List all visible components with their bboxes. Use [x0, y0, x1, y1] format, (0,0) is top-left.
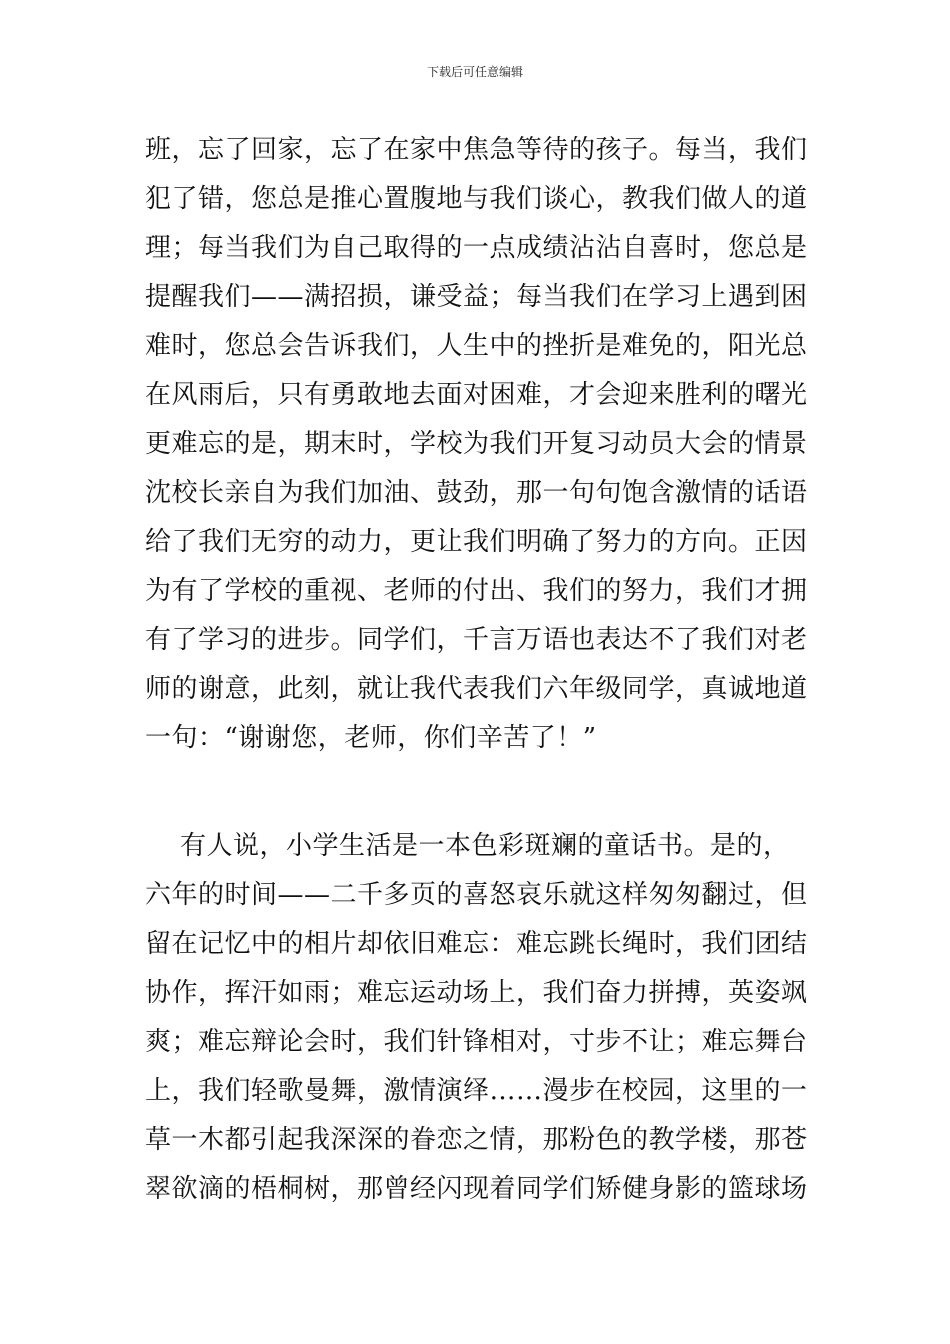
- paragraph-2: [145, 822, 810, 1214]
- paragraph-line: 爽；难忘辩论会时，我们针锋相对，寸步不让；难忘舞台: [145, 1027, 808, 1057]
- paragraph-line: 有了学习的进步。同学们，千言万语也表达不了我们对老: [145, 625, 808, 655]
- paragraph-line: 翠欲滴的梧桐树，那曾经闪现着同学们矫健身影的篮球场: [145, 1174, 808, 1204]
- paragraph-line: 班，忘了回家，忘了在家中焦急等待的孩子。每当，我们: [145, 135, 808, 165]
- paragraph-line: 师的谢意，此刻，就让我代表我们六年级同学，真诚地道: [145, 674, 808, 704]
- paragraph-line: 提醒我们——满招损，谦受益；每当我们在学习上遇到困: [145, 282, 808, 312]
- paragraph-line: 在风雨后，只有勇敢地去面对困难，才会迎来胜利的曙光: [145, 380, 808, 410]
- page-header: 下载后可任意编辑: [426, 65, 523, 79]
- paragraph-line: 犯了错，您总是推心置腹地与我们谈心，教我们做人的道: [145, 184, 808, 214]
- paragraph-line: 沈校长亲自为我们加油、鼓劲，那一句句饱含激情的话语: [145, 478, 808, 508]
- paragraph-line: 为有了学校的重视、老师的付出、我们的努力，我们才拥: [145, 576, 808, 606]
- paragraph-line: 理；每当我们为自己取得的一点成绩沾沾自喜时，您总是: [145, 233, 808, 263]
- paragraph-line: 给了我们无穷的动力，更让我们明确了努力的方向。正因: [145, 527, 808, 557]
- paragraph-1: [145, 126, 810, 763]
- paragraph-line: 有人说，小学生活是一本色彩斑斓的童话书。是的，: [145, 831, 790, 861]
- paragraph-line: 上，我们轻歌曼舞，激情演绎……漫步在校园，这里的一: [145, 1076, 808, 1106]
- paragraph-line: 草一木都引起我深深的眷恋之情，那粉色的教学楼，那苍: [145, 1125, 808, 1155]
- paragraph-line: 一句：“谢谢您，老师，你们辛苦了！”: [145, 723, 597, 753]
- paragraph-line: 更难忘的是，期末时，学校为我们开复习动员大会的情景: [145, 429, 808, 459]
- paragraph-line: 留在记忆中的相片却依旧难忘：难忘跳长绳时，我们团结: [145, 929, 808, 959]
- paragraph-line: 六年的时间——二千多页的喜怒哀乐就这样匆匆翻过，但: [145, 880, 808, 910]
- paragraph-line: 难时，您总会告诉我们，人生中的挫折是难免的，阳光总: [145, 331, 808, 361]
- paragraph-line: 协作，挥汗如雨；难忘运动场上，我们奋力拼搏，英姿飒: [145, 978, 808, 1008]
